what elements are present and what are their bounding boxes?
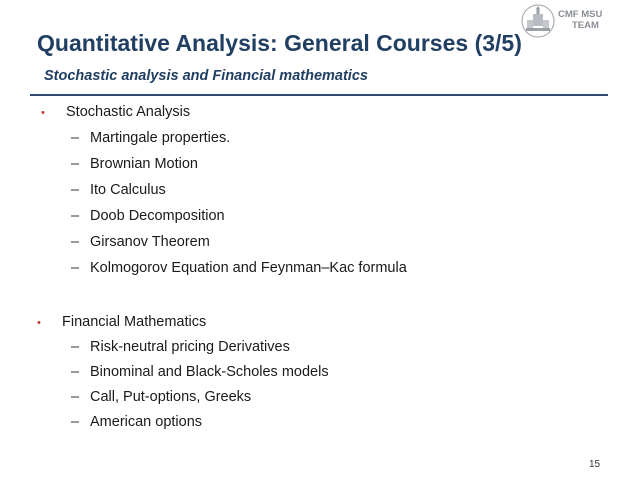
- title-divider: [30, 94, 608, 96]
- list-item: Doob Decomposition: [90, 208, 225, 224]
- list-item: Brownian Motion: [90, 156, 198, 172]
- dash-icon: –: [71, 182, 80, 198]
- bullet-icon: •: [37, 317, 41, 329]
- slide-title: Quantitative Analysis: General Courses (3/5): [37, 30, 522, 56]
- logo-text: [558, 9, 602, 31]
- section-heading: Financial Mathematics: [62, 314, 207, 330]
- dash-icon: –: [71, 130, 80, 146]
- list-item: Call, Put-options, Greeks: [90, 389, 252, 405]
- section-heading: Stochastic Analysis: [66, 104, 191, 120]
- dash-icon: –: [71, 414, 80, 430]
- list-item: Girsanov Theorem: [90, 234, 210, 250]
- list-item: Ito Calculus: [90, 182, 166, 198]
- dash-icon: –: [71, 364, 80, 380]
- logo-line2: TEAM: [572, 20, 599, 31]
- list-item: Risk-neutral pricing Derivatives: [90, 339, 290, 355]
- university-building-icon: [521, 4, 555, 38]
- list-item: Kolmogorov Equation and Feynman–Kac formula: [90, 260, 407, 276]
- bullet-icon: •: [41, 107, 45, 119]
- list-item: American options: [90, 414, 203, 430]
- page-number: 15: [589, 459, 601, 470]
- list-item: Binominal and Black-Scholes models: [90, 364, 329, 380]
- slide-subtitle: Stochastic analysis and Financial mathematics: [44, 68, 368, 84]
- dash-icon: –: [71, 234, 80, 250]
- logo-line1: CMF MSU: [558, 9, 603, 20]
- list-item: Martingale properties.: [90, 130, 231, 146]
- dash-icon: –: [71, 389, 80, 405]
- dash-icon: –: [71, 260, 80, 276]
- dash-icon: –: [71, 339, 80, 355]
- dash-icon: –: [71, 208, 80, 224]
- dash-icon: –: [71, 156, 80, 172]
